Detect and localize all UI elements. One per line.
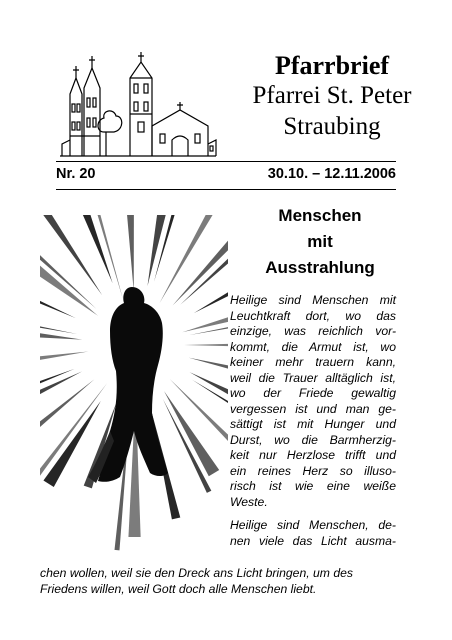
issue-date-range: 30.10. – 12.11.2006 [267, 166, 396, 182]
paragraph-line: Heilige sind Menschen, de- [230, 518, 396, 532]
paragraph-line: Heilige sind Menschen mit [230, 293, 396, 307]
paragraph-line: keit nur Herzlose trifft und [230, 448, 396, 462]
paragraph-line: chen wollen, weil sie den Dreck ans Licht bringen, um des [40, 566, 353, 580]
paragraph-line: risch ist wie eine weiße [230, 479, 396, 493]
paragraph-line: Leuchtkraft dort, wo das [230, 308, 396, 323]
paragraph-line: weil die Trauer alltäglich ist, [230, 370, 396, 385]
issue-number: Nr. 20 [56, 166, 96, 182]
headline-line-3: Ausstrahlung [265, 258, 375, 277]
paragraph-line: ein reines Herz so illuso- [230, 463, 396, 478]
paragraph-line: nen viele das Licht ausma- [230, 533, 396, 548]
paragraph-line: keiner mehr trauern kann, [230, 355, 396, 369]
header-rule-bottom [56, 189, 396, 190]
masthead [232, 50, 432, 142]
paragraph-line: sättigt ist mit Hunger und [230, 417, 396, 431]
headline-line-2: mit [307, 232, 333, 251]
header-rule-top [56, 161, 396, 162]
paragraph-line: Friedens willen, weil Gott doch alle Menschen liebt. [40, 581, 317, 596]
town-name: Straubing [283, 113, 381, 140]
paragraph-line: Weste. [230, 494, 268, 509]
article-paragraph-1 [230, 293, 396, 510]
radiant-figure-illustration [40, 215, 228, 551]
paragraph-line: wo der Friede gewaltig [230, 386, 396, 400]
newsletter-title: Pfarrbrief [274, 51, 390, 80]
headline-line-1: Menschen [278, 206, 362, 225]
parish-name: Pfarrei St. Peter [252, 82, 412, 109]
church-towers-logo [56, 48, 222, 160]
article-headline [235, 203, 405, 281]
article-paragraph-2-end [40, 566, 400, 597]
article-paragraph-2-start [230, 518, 396, 549]
paragraph-line: einzige, was reichlich vor- [230, 324, 396, 338]
paragraph-line: vergessen ist und man ge- [230, 401, 396, 416]
issue-row [56, 166, 396, 186]
paragraph-line: kommt, die Armut ist, wo [230, 339, 396, 354]
paragraph-line: Durst, wo die Barmherzig- [230, 432, 396, 447]
